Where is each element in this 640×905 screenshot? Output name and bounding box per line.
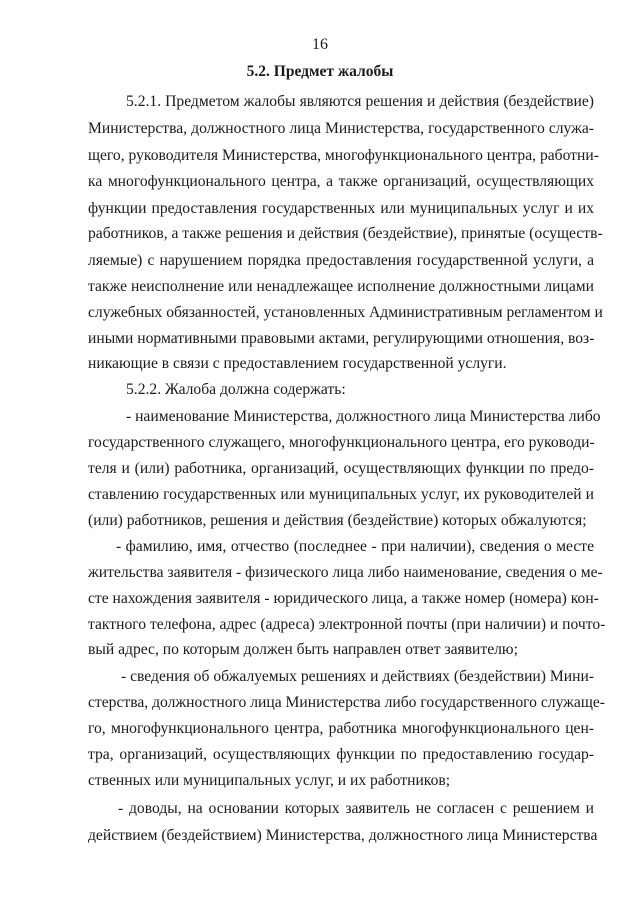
list-item-line: сте нахождения заявителя - юридического лица, а также номер (номера) кон- <box>88 590 599 607</box>
paragraph-line: ляемые) с нарушением порядка предоставления государственной услуги, а <box>88 252 594 269</box>
list-item-line: го, многофункционального центра, работника многофункционального цен- <box>88 720 594 737</box>
list-item-line: - наименование Министерства, должностного лица Министерства либо <box>126 408 601 425</box>
paragraph-line: 5.2.2. Жалоба должна содержать: <box>126 381 346 398</box>
section-title: 5.2. Предмет жалобы <box>246 63 394 80</box>
paragraph-line: никающие в связи с предоставлением государственной услуги. <box>88 355 507 372</box>
list-item-line: тактного телефона, адрес (адреса) электронной почты (при наличии) и почто- <box>88 616 606 633</box>
list-item-line: действием (бездействием) Министерства, должностного лица Министерства <box>88 827 598 844</box>
paragraph-line: также неисполнение или ненадлежащее исполнение должностными лицами <box>88 278 594 295</box>
list-item-line: государственного служащего, многофункционального центра, его руководи- <box>88 434 595 451</box>
list-item-line: - фамилию, имя, отчество (последнее - при наличии), сведения о месте <box>116 538 594 555</box>
list-item-line: - доводы, на основании которых заявитель не согласен с решением и <box>118 800 594 817</box>
paragraph-line: работников, а также решения и действия (бездействие), принятые (осуществ- <box>88 225 603 242</box>
paragraph-line: служебных обязанностей, установленных Административным регламентом и <box>88 304 603 321</box>
paragraph-line: Министерства, должностного лица Министерства, государственного служа- <box>88 120 594 137</box>
list-item-line: - сведения об обжалуемых решениях и действиях (бездействии) Мини- <box>121 668 594 685</box>
list-item-line: ставлению государственных или муниципальных услуг, их руководителей и <box>88 486 594 503</box>
paragraph-line: 5.2.1. Предметом жалобы являются решения и действия (бездействие) <box>126 93 594 110</box>
list-item-line: вый адрес, по которым должен быть направлен ответ заявителю; <box>88 641 518 658</box>
list-item-line: (или) работников, решения и действия (бездействие) которых обжалуются; <box>88 512 587 529</box>
list-item-line: стерства, должностного лица Министерства либо государственного служаще- <box>88 694 605 711</box>
list-item-line: жительства заявителя - физического лица либо наименование, сведения о ме- <box>88 564 603 581</box>
page-number: 16 <box>312 36 328 53</box>
list-item-line: тра, организаций, осуществляющих функции по предоставлению государ- <box>88 746 594 763</box>
paragraph-line: функции предоставления государственных или муниципальных услуг и их <box>88 200 594 217</box>
paragraph-line: щего, руководителя Министерства, многофункционального центра, работни- <box>88 147 599 164</box>
list-item-line: ственных или муниципальных услуг, и их работников; <box>88 772 451 789</box>
list-item-line: теля и (или) работника, организаций, осуществляющих функции по предо- <box>88 460 594 477</box>
paragraph-line: иными нормативными правовыми актами, регулирующими отношения, воз- <box>88 330 595 347</box>
paragraph-line: ка многофункционального центра, а также организаций, осуществляющих <box>88 173 594 190</box>
